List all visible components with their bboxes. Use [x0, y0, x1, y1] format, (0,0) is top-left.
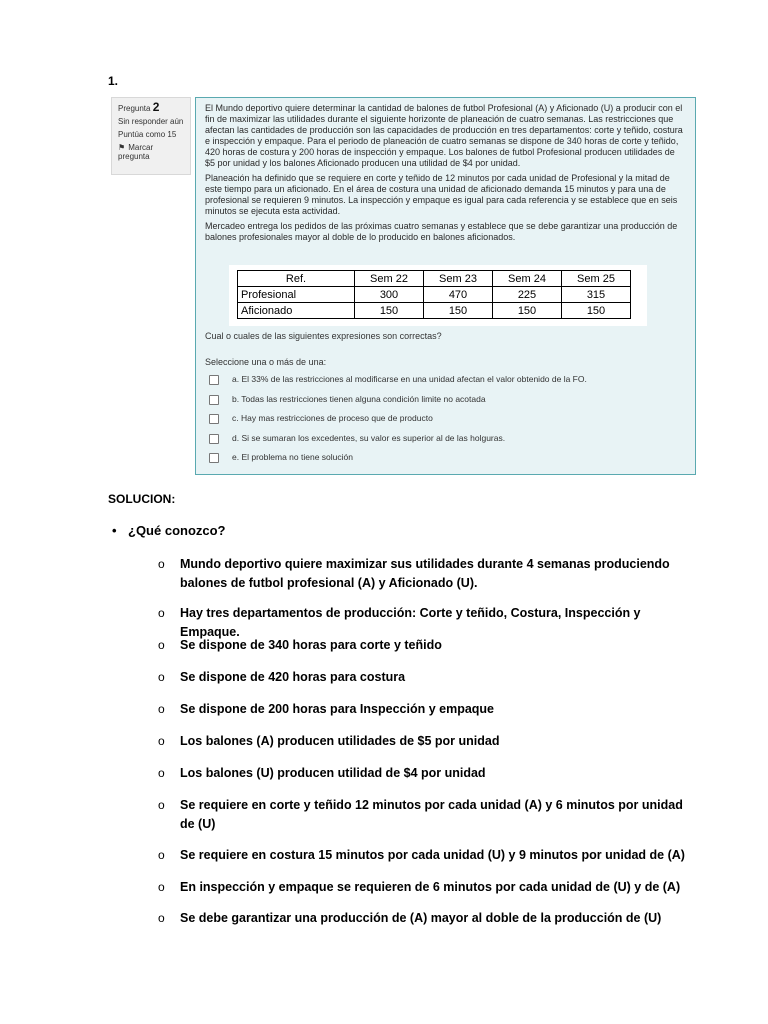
list-item-text: Se requiere en costura 15 minutos por cada unidad (U) y 9 minutos por unidad de (A) — [180, 848, 685, 862]
table-cell: Aficionado — [238, 303, 355, 319]
circle-bullet-icon: o — [158, 880, 165, 894]
table-cell: 300 — [355, 287, 424, 303]
question-label: Pregunta — [118, 104, 151, 113]
list-item — [158, 846, 698, 865]
list-item-text: Se dispone de 340 horas para corte y teñido — [180, 638, 442, 652]
page-number: 1. — [108, 74, 119, 88]
list-item-text: Se dispone de 200 horas para Inspección y empaque — [180, 702, 495, 716]
question-prompt: Cual o cuales de las siguientes expresiones son correctas? — [205, 331, 442, 341]
flag-question-link[interactable] — [118, 143, 184, 161]
circle-bullet-icon: o — [158, 766, 165, 780]
answer-option[interactable] — [209, 412, 433, 424]
table-header-cell: Sem 23 — [424, 271, 493, 287]
table-row — [238, 287, 631, 303]
list-item-text: Se requiere en corte y teñido 12 minutos por cada unidad (A) y 6 minutos por unidad de (U) — [180, 798, 683, 831]
table-header-cell: Ref. — [238, 271, 355, 287]
list-item — [158, 764, 698, 783]
table-cell: Profesional — [238, 287, 355, 303]
list-item — [158, 878, 698, 897]
option-label: a. El 33% de las restricciones al modificarse en una unidad afectan el valor obtenido de la FO. — [232, 374, 587, 384]
table-cell: 150 — [562, 303, 631, 319]
answer-option[interactable] — [209, 373, 587, 385]
demand-table-container — [229, 265, 647, 326]
option-label: b. Todas las restricciones tienen alguna condición limite no acotada — [232, 394, 486, 404]
list-item-text: Se dispone de 420 horas para costura — [180, 670, 406, 684]
question-info-panel — [111, 97, 191, 175]
option-checkbox[interactable] — [209, 453, 219, 463]
table-cell: 470 — [424, 287, 493, 303]
question-score: Puntúa como 15 — [118, 130, 177, 139]
answer-option[interactable] — [209, 451, 353, 463]
list-item-text: Los balones (A) producen utilidades de $5 por unidad — [180, 734, 500, 748]
list-item-text: Se debe garantizar una producción de (A) mayor al doble de la producción de (U) — [180, 911, 662, 925]
flag-icon: ⚑ — [118, 143, 126, 152]
list-item-text: En inspección y empaque se requieren de 6 minutos por cada unidad de (U) y de (A) — [180, 880, 681, 894]
option-label: e. El problema no tiene solución — [232, 452, 353, 462]
question-paragraph: Mercadeo entrega los pedidos de las próximas cuatro semanas y establece que se debe garantizar una producción de balones profesionales mayor al doble de lo producido en balones aficionados. — [205, 221, 678, 242]
question-header — [118, 101, 184, 115]
list-item — [158, 636, 698, 655]
table-cell: 225 — [493, 287, 562, 303]
list-item-text: Hay tres departamentos de producción: Corte y teñido, Costura, Inspección y Empaque. — [180, 606, 641, 639]
option-label: c. Hay mas restricciones de proceso que de producto — [232, 413, 433, 423]
answer-option[interactable] — [209, 432, 505, 444]
table-cell: 150 — [424, 303, 493, 319]
question-status: Sin responder aún — [118, 117, 184, 126]
demand-table — [237, 270, 631, 319]
main-bullet-label: ¿Qué conozco? — [128, 523, 226, 538]
option-label: d. Si se sumaran los excedentes, su valor es superior al de las holguras. — [232, 433, 506, 443]
list-item — [158, 668, 698, 687]
circle-bullet-icon: o — [158, 606, 165, 620]
circle-bullet-icon: o — [158, 702, 165, 716]
table-header-cell: Sem 25 — [562, 271, 631, 287]
circle-bullet-icon: o — [158, 557, 165, 571]
main-bullet — [112, 523, 226, 538]
circle-bullet-icon: o — [158, 848, 165, 862]
circle-bullet-icon: o — [158, 670, 165, 684]
list-item — [158, 732, 698, 751]
table-header-row — [238, 271, 631, 287]
list-item — [158, 796, 698, 834]
list-item-text: Los balones (U) producen utilidad de $4 por unidad — [180, 766, 486, 780]
table-cell: 150 — [493, 303, 562, 319]
answer-option[interactable] — [209, 393, 486, 405]
option-checkbox[interactable] — [209, 434, 219, 444]
question-paragraph: El Mundo deportivo quiere determinar la cantidad de balones de futbol Profesional (A) y Aficionado (U) a producir con el fin de maximizar las utilidades durante el siguiente horizonte de planeación de cuatro semanas. Las restricciones que afectan las cantidades de producción son las capacidades de producción en tres departamentos: corte y teñido, costura e inspección y empaque. Para el periodo de planeación de cuatro semanas se dispone de 340 horas de corte y teñido, 420 horas de costura y 200 horas de inspección y empaque. Los balones de futbol Profesional producen utilidades de $5 por unidad y los balones Aficionado producen una utilidad de $4 por unidad. — [205, 103, 683, 168]
flag-question-label: Marcar pregunta — [118, 143, 154, 161]
circle-bullet-icon: o — [158, 798, 165, 812]
list-item-text: Mundo deportivo quiere maximizar sus utilidades durante 4 semanas produciendo balones de futbol profesional (A) y Aficionado (U). — [180, 557, 670, 590]
question-paragraph: Planeación ha definido que se requiere en corte y teñido de 12 minutos por cada unidad de Profesional y la mitad de este tiempo para un aficionado. En el área de costura una unidad de aficionado demanda 15 minutos y para una de profesional se requieren 9 minutos. La inspección y empaque es igual para cada referencia y se establece que en seis minutos se ejecuta esta actividad. — [205, 173, 678, 216]
table-cell: 150 — [355, 303, 424, 319]
table-cell: 315 — [562, 287, 631, 303]
table-header-cell: Sem 22 — [355, 271, 424, 287]
circle-bullet-icon: o — [158, 638, 165, 652]
option-checkbox[interactable] — [209, 395, 219, 405]
table-row — [238, 303, 631, 319]
select-prompt: Seleccione una o más de una: — [205, 357, 327, 367]
list-item — [158, 909, 698, 928]
option-checkbox[interactable] — [209, 375, 219, 385]
circle-bullet-icon: o — [158, 911, 165, 925]
list-item — [158, 700, 698, 719]
question-number: 2 — [152, 100, 160, 114]
solution-title: SOLUCION: — [108, 492, 176, 506]
bullet-icon: • — [112, 523, 117, 538]
circle-bullet-icon: o — [158, 734, 165, 748]
list-item — [158, 555, 698, 593]
option-checkbox[interactable] — [209, 414, 219, 424]
table-header-cell: Sem 24 — [493, 271, 562, 287]
